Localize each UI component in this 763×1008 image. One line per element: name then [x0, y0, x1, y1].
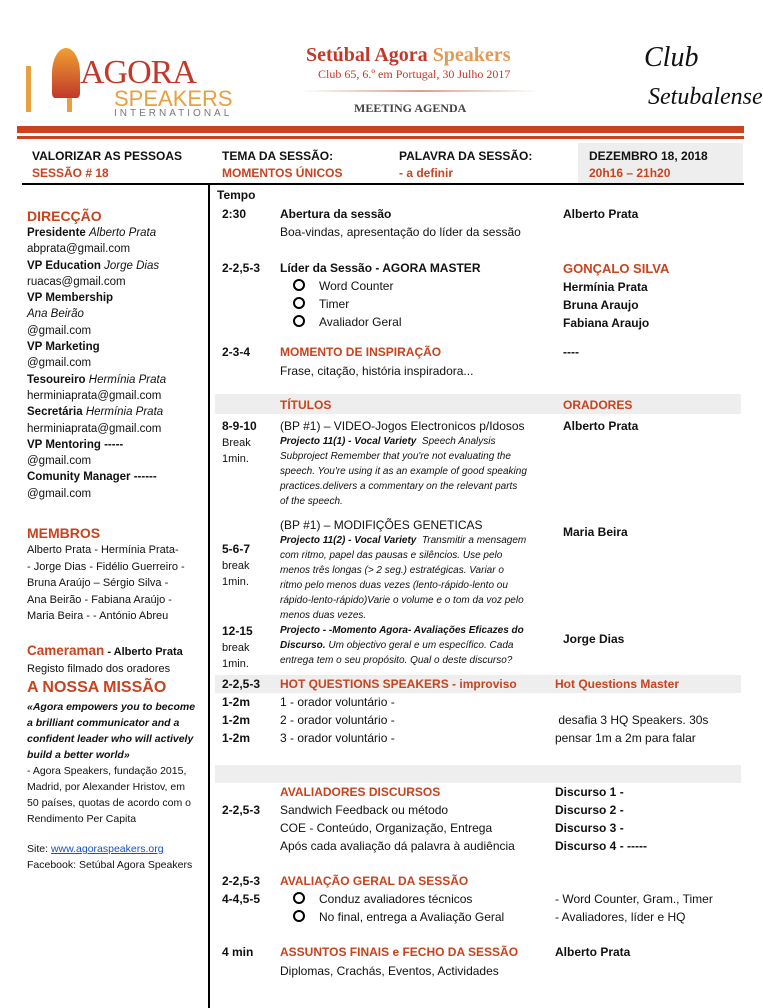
tempo-header: Tempo: [217, 188, 256, 202]
closing-title: ASSUNTOS FINAIS e FECHO DA SESSÃO: [280, 945, 519, 959]
speaker: Jorge Dias: [563, 632, 625, 646]
discurso-slot: Discurso 4 - -----: [555, 839, 648, 853]
email: @gmail.com: [27, 357, 92, 370]
cameraman: [27, 642, 183, 678]
item-title: Abertura da sessão: [280, 207, 392, 221]
project: Projecto 11(2) - Vocal Variety: [280, 535, 417, 546]
time: 2-2,5-3: [222, 261, 261, 275]
hq-note: desafia 3 HQ Speakers. 30s: [555, 713, 709, 727]
role-item: [293, 297, 349, 311]
speech-desc: [280, 434, 527, 509]
speech-desc: [280, 533, 526, 623]
eval-item: [293, 892, 472, 906]
role-vp-marketing: [27, 339, 166, 372]
member-line: - Jorge Dias - Fidélio Guerreiro -: [27, 560, 185, 573]
break-label: Break: [222, 437, 251, 449]
spacer-band: [215, 765, 741, 783]
theme-label: TEMA DA SESSÃO:: [222, 149, 334, 163]
item-desc: Frase, citação, história inspiradora...: [280, 364, 474, 378]
quote-line: «Agora empowers you to become: [27, 701, 196, 713]
time: 2:30: [222, 207, 247, 221]
email: @gmail.com: [27, 487, 92, 500]
member-line: Maria Beira - - António Abreu: [27, 610, 169, 622]
time: 4-4,5-5: [222, 892, 261, 906]
eval-note: - Word Counter, Gram., Timer: [555, 892, 713, 906]
desc-line: of the speech.: [280, 496, 343, 507]
general-eval-title: AVALIAÇÃO GERAL DA SESSÃO: [280, 874, 469, 888]
role-item: [293, 279, 393, 293]
member-line: Bruna Araújo – Sérgio Silva -: [27, 577, 169, 589]
evaluators-title: AVALIADORES DISCURSOS: [280, 785, 441, 799]
hq-slot: 3 - orador voluntário -: [280, 731, 395, 745]
closing-desc: Diplomas, Crachás, Eventos, Actividades: [280, 964, 499, 978]
email: abprata@gmail.com: [27, 243, 131, 256]
email: herminiaprata@gmail.com: [27, 389, 162, 402]
members: [27, 524, 185, 625]
role-vp-mentoring: [27, 437, 166, 470]
role-person: Bruna Araujo: [563, 298, 639, 312]
desc-line: Um objectivo geral e um específico. Cada: [328, 640, 514, 651]
bullet-icon: [293, 315, 305, 327]
time: 8-9-10: [222, 419, 257, 433]
role-person: Hermínia Prata: [563, 280, 648, 294]
title-part: Setúbal Agora: [306, 44, 433, 66]
role: Presidente: [27, 227, 86, 239]
bullet-icon: [293, 910, 305, 922]
time: 5-6-7: [222, 542, 251, 556]
break-label: break: [222, 642, 250, 654]
discurso-slot: Discurso 1 -: [555, 785, 624, 799]
theme-value: MOMENTOS ÚNICOS: [222, 166, 343, 180]
item-title: MOMENTO DE INSPIRAÇÃO: [280, 345, 442, 359]
evaluators-line: Sandwich Feedback ou método: [280, 803, 449, 817]
title-part: Speakers: [432, 44, 511, 66]
role-secretary: [27, 404, 166, 437]
speaker: Alberto Prata: [563, 207, 639, 221]
facebook-text: Facebook: Setúbal Agora Speakers: [27, 859, 193, 871]
quote-line: a brilliant communicator and a: [27, 717, 180, 729]
eval-item: [293, 910, 504, 924]
time: 1-2m: [222, 713, 251, 727]
column-divider: [208, 183, 210, 1008]
eval-label: No final, entrega a Avaliação Geral: [319, 910, 505, 924]
time: 12-15: [222, 624, 253, 638]
about-line: Madrid, por Alexander Hristov, em: [27, 781, 185, 793]
desc-line: rápido-lento-rápido)Varie o volume e o tom da voz pelo: [280, 595, 524, 606]
word-value: - a definir: [399, 166, 454, 180]
agora-logo: AGORA SPEAKERS INTERNATIONAL: [22, 42, 227, 122]
value-label: VALORIZAR AS PESSOAS: [32, 149, 183, 163]
about-line: Rendimento Per Capita: [27, 813, 137, 825]
project: Projecto 11(1) - Vocal Variety: [280, 436, 417, 447]
name: Hermínia Prata: [85, 406, 164, 419]
role: VP Membership: [27, 292, 114, 305]
role: VP Education: [27, 259, 101, 272]
mission: [27, 699, 195, 873]
item-title: Líder da Sessão - AGORA MASTER: [280, 261, 481, 275]
role-label: Avaliador Geral: [319, 315, 402, 329]
time: 1-2m: [222, 695, 251, 709]
desc-line: ritmo pelo menos duas vezes (lento-rápido-lento ou: [280, 580, 508, 591]
header-bar-thin: [17, 136, 744, 139]
club-title: [306, 44, 510, 67]
name: Alberto Prata: [89, 227, 157, 239]
time: 1-2m: [222, 731, 251, 745]
sidebar: [27, 207, 166, 502]
quote-line: build a better world»: [27, 749, 130, 761]
about-line: 50 países, quotas de acordo com o: [27, 797, 192, 809]
break-duration: 1min.: [222, 576, 249, 588]
speaker: Maria Beira: [563, 525, 628, 539]
hq-note: pensar 1m a 2m para falar: [555, 731, 696, 745]
project: Projecto - -Momento Agora- Avaliações Eficazes do: [280, 625, 524, 636]
meeting-time: 20h16 – 21h20: [589, 166, 671, 180]
hq-title: HOT QUESTIONS SPEAKERS - improviso: [280, 677, 517, 691]
eval-label: Conduz avaliadores técnicos: [319, 892, 473, 906]
name: Hermínia Prata: [88, 373, 167, 386]
mission-heading: A NOSSA MISSÃO: [27, 679, 167, 696]
site-link[interactable]: www.agoraspeakers.org: [50, 843, 164, 855]
evaluators-line: COE - Conteúdo, Organização, Entrega: [280, 821, 493, 835]
direccao-heading: DIRECÇÃO: [27, 208, 102, 224]
email: @gmail.com: [27, 455, 92, 468]
hq-slot: 1 - orador voluntário -: [280, 695, 395, 709]
role: Comunity Manager ------: [27, 471, 157, 484]
header-bar: [17, 126, 744, 133]
item-desc: Boa-vindas, apresentação do líder da sessão: [280, 225, 521, 239]
discurso-slot: Discurso 2 -: [555, 803, 624, 817]
club-setubalense-logo: Club: [644, 42, 699, 73]
cameraman-name: - Alberto Prata: [104, 646, 183, 658]
member-line: Ana Beirão - Fabiana Araújo -: [27, 593, 172, 606]
divider: [22, 183, 744, 185]
discurso-slot: Discurso 3 -: [555, 821, 624, 835]
member-line: Alberto Prata - Hermínia Prata-: [27, 544, 179, 556]
about-line: - Agora Speakers, fundação 2015,: [27, 765, 187, 777]
time: 2-2,5-3: [222, 803, 261, 817]
time: 4 min: [222, 945, 254, 959]
cameraman-heading: Cameraman: [27, 643, 105, 658]
desc-line: practices.delivers a commentary on the relevant parts: [280, 481, 518, 492]
bullet-icon: [293, 279, 305, 291]
eval-note: - Avaliadores, líder e HQ: [555, 910, 686, 924]
evaluators-line: Após cada avaliação dá palavra à audiência: [280, 839, 515, 853]
speech-title: (BP #1) – MODIFIÇÕES GENETICAS: [280, 518, 483, 532]
break-label: break: [222, 560, 250, 572]
speaker: Alberto Prata: [555, 945, 631, 959]
cameraman-note: Registo filmado dos oradores: [27, 663, 171, 675]
role-vp-membership: [27, 290, 166, 339]
role-community-manager: [27, 469, 166, 502]
time: 2-2,5-3: [222, 874, 261, 888]
project: Discurso.: [280, 640, 326, 651]
desc-line: entrega tem o seu propósito. Qual o deste discurso?: [280, 655, 513, 666]
role: VP Marketing: [27, 341, 100, 354]
hq-master: Hot Questions Master: [555, 677, 680, 691]
hq-slot: 2 - orador voluntário -: [280, 713, 395, 727]
break-duration: 1min.: [222, 658, 249, 670]
role: Tesoureiro: [27, 373, 86, 386]
role-treasurer: [27, 372, 166, 405]
titles-heading: TÍTULOS: [280, 398, 332, 412]
role-item: [293, 315, 402, 329]
desc-line: Transmitir a mensagem: [421, 535, 527, 546]
role-president: [27, 225, 166, 258]
time: 2-2,5-3: [222, 677, 261, 691]
bullet-icon: [293, 297, 305, 309]
desc-line: menos duas vezes.: [280, 610, 367, 621]
speech-desc: [280, 623, 524, 668]
site-label: Site:: [27, 843, 51, 855]
desc-line: Speech Analysis: [421, 436, 496, 447]
divider: [300, 90, 540, 92]
session-leader: GONÇALO SILVA: [563, 261, 670, 276]
role-vp-education: [27, 258, 166, 291]
email: herminiaprata@gmail.com: [27, 422, 162, 435]
club-setubalense-logo-text: Setubalense: [648, 84, 763, 110]
role: Secretária: [27, 406, 83, 419]
name: Ana Beirão: [27, 308, 84, 321]
word-label: PALAVRA DA SESSÃO:: [399, 149, 533, 163]
desc-line: com ritmo, papel das pausas e silêncios. Use pelo: [280, 550, 503, 561]
membros-heading: MEMBROS: [27, 525, 101, 541]
meeting-date: DEZEMBRO 18, 2018: [589, 149, 708, 163]
role-label: Timer: [319, 297, 350, 311]
name: Jorge Dias: [104, 259, 160, 272]
desc-line: menos três longas (> 2 seg.) estratégicas. Variar o: [280, 565, 504, 576]
speaker: ----: [563, 345, 579, 359]
desc-line: speech. You're using it as an example of good speaking: [280, 466, 527, 477]
role-person: Fabiana Araujo: [563, 316, 650, 330]
club-subtitle: Club 65, 6.º em Portugal, 30 Julho 2017: [318, 67, 511, 81]
bullet-icon: [293, 892, 305, 904]
speech-title: (BP #1) – VIDEO-Jogos Electronicos p/Idosos: [280, 419, 525, 433]
email: ruacas@gmail.com: [27, 275, 126, 288]
time: 2-3-4: [222, 345, 251, 359]
session-number: SESSÃO # 18: [32, 166, 109, 180]
speakers-heading: ORADORES: [563, 398, 633, 412]
role-label: Word Counter: [319, 279, 394, 293]
quote-line: confident leader who will actively: [27, 733, 194, 745]
meeting-agenda-label: MEETING AGENDA: [354, 101, 467, 115]
desc-line: Subproject Remember that you're not evaluating the: [280, 451, 511, 462]
email: @gmail.com: [27, 324, 92, 337]
role: VP Mentoring -----: [27, 438, 124, 451]
speaker: Alberto Prata: [563, 419, 639, 433]
break-duration: 1min.: [222, 453, 249, 465]
